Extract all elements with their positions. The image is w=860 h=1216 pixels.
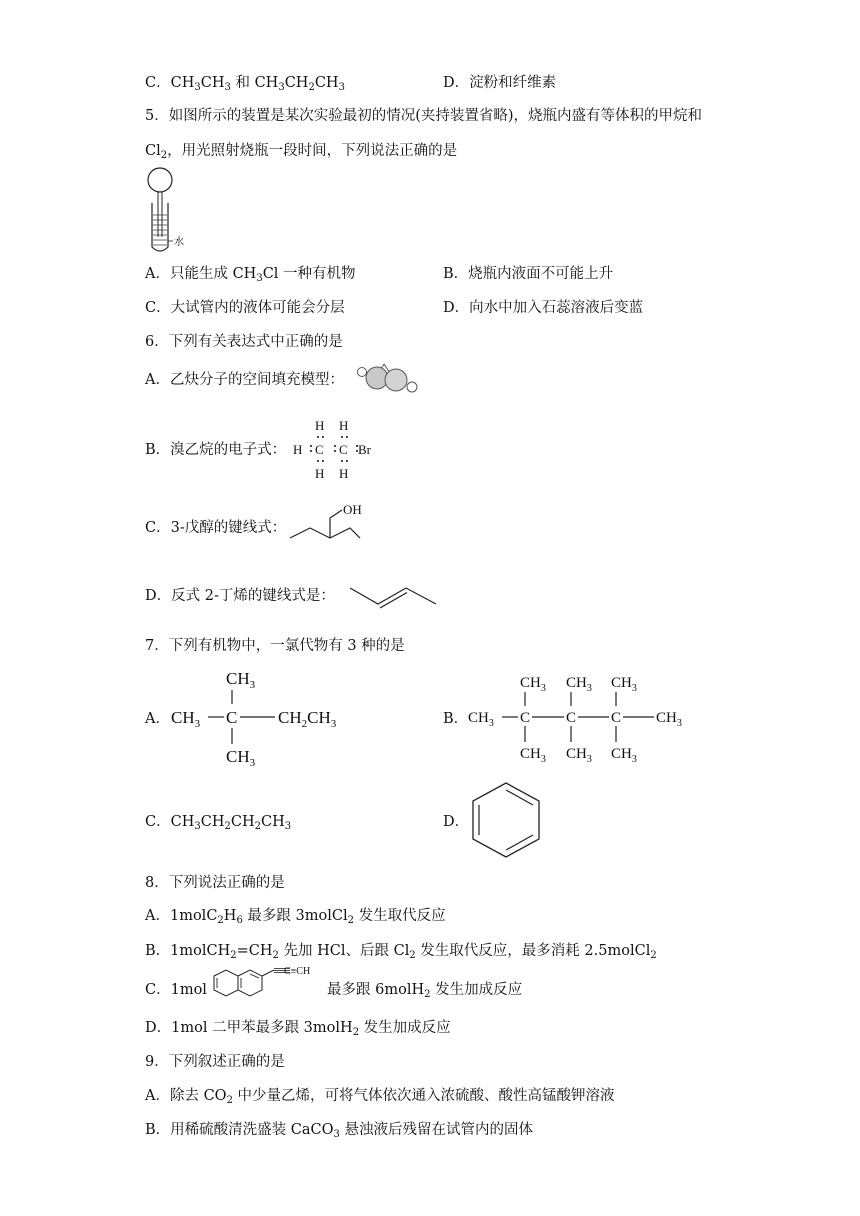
2-ethynylnaphthalene-structure xyxy=(200,966,328,1012)
formula-sub: 2 xyxy=(650,950,657,961)
option-label: D． xyxy=(443,75,470,91)
formula-sub: 2 xyxy=(224,821,231,832)
formula-part: CH xyxy=(200,75,225,91)
option-text: 发生加成反应 xyxy=(359,1020,451,1036)
acetylene-space-filling-model xyxy=(352,358,422,400)
option-text: 发生取代反应 xyxy=(354,908,446,924)
q8-option-b xyxy=(145,941,657,961)
ch3-group: $CH_3$ xyxy=(611,675,637,694)
option-text: H xyxy=(223,908,237,924)
option-label: C． xyxy=(145,75,171,91)
formula-sub: 3 xyxy=(224,82,231,93)
ch3-group: $CH_3$ xyxy=(566,746,592,765)
q5-stem-line2 xyxy=(145,141,457,161)
formula-part: CH xyxy=(170,814,195,830)
q5-option-a xyxy=(145,264,356,284)
q9-option-b xyxy=(145,1120,533,1140)
formula-sub: 2 xyxy=(308,82,315,93)
option-text: 淀粉和纤维素 xyxy=(469,75,557,91)
q8-option-d xyxy=(145,1018,451,1038)
ethynyl-label: C≡CH xyxy=(284,966,311,977)
formula-sub: 2 xyxy=(272,950,279,961)
ch2ch3-group: $CH_2CH_3$ xyxy=(278,708,337,730)
trans-2-butene-skeletal-formula xyxy=(348,582,440,612)
ch3-group: $CH_3$ xyxy=(566,675,592,694)
q9-stem: 9．下列叙述正确的是 xyxy=(145,1054,285,1070)
bromoethane-electron-dot-formula xyxy=(290,416,380,482)
formula-sub: 2 xyxy=(347,915,354,926)
q4-option-c xyxy=(145,73,345,93)
formula-sub: 3 xyxy=(256,273,263,284)
option-text: B．用稀硫酸清洗盛装 CaCO xyxy=(145,1122,334,1138)
benzene-ring-structure xyxy=(468,780,544,860)
formula-sub: 2 xyxy=(409,950,416,961)
formula-part: CH xyxy=(200,814,225,830)
atom-br: Br xyxy=(358,442,371,457)
q8-option-c-suffix xyxy=(327,980,522,1000)
q5-stem-line1: 5．如图所示的装置是某次实验最初的情况(夹持装置省略)，烧瓶内盛有等体积的甲烷和 xyxy=(145,108,703,124)
formula-part: CH xyxy=(254,75,279,91)
formula-sub: 2 xyxy=(424,989,431,1000)
2,2-dimethylbutane-structure xyxy=(168,666,358,770)
central-carbon: C xyxy=(226,708,238,727)
formula-sub: 3 xyxy=(194,821,201,832)
formula-sub: 2 xyxy=(352,1027,360,1038)
option-text: A．1molC xyxy=(145,908,218,924)
atom-h: H xyxy=(315,418,325,433)
formula-sub: 6 xyxy=(236,915,243,926)
formula-part: CH xyxy=(170,75,195,91)
atom-h: H xyxy=(339,418,349,433)
q8-option-a xyxy=(145,906,446,926)
q7-option-d-label: D． xyxy=(443,814,470,830)
option-text: 先加 HCl、后跟 Cl xyxy=(278,943,410,959)
hexamethylbutane-structure xyxy=(466,670,692,766)
option-text: 最多跟 6molH xyxy=(327,982,425,998)
q7-option-c xyxy=(145,812,291,832)
q6-option-a: A．乙炔分子的空间填充模型： xyxy=(145,372,344,388)
option-text: 悬浊液后残留在试管内的固体 xyxy=(339,1122,533,1138)
stem-text: ，用光照射烧瓶一段时间，下列说法正确的是 xyxy=(167,143,458,159)
formula-part: CH xyxy=(284,75,309,91)
formula-sub: 2 xyxy=(230,950,237,961)
ch3-group: $CH_3$ xyxy=(226,669,256,691)
ch3-group: $CH_3$ xyxy=(611,746,637,765)
option-text: A．只能生成 CH xyxy=(145,266,257,282)
q5-option-d: D．向水中加入石蕊溶液后变蓝 xyxy=(443,300,644,316)
option-text: 发生取代反应，最多消耗 2.5molCl xyxy=(415,943,651,959)
ch3-group: $CH_3$ xyxy=(226,747,256,769)
formula-part: CH xyxy=(260,814,285,830)
formula-part: Cl xyxy=(145,143,161,159)
option-label: C． xyxy=(145,814,171,830)
oh-group: OH xyxy=(343,502,362,517)
ch3-group: $CH_3$ xyxy=(520,746,546,765)
option-text: B．1molCH xyxy=(145,943,231,959)
option-text: =CH xyxy=(236,943,273,959)
carbon: C xyxy=(566,710,577,726)
formula-sub: 3 xyxy=(278,82,285,93)
q6-option-c: C．3-戊醇的键线式： xyxy=(145,520,287,536)
formula-part: CH xyxy=(230,814,255,830)
q4-option-d xyxy=(443,73,556,93)
formula-sub: 2 xyxy=(160,150,168,161)
atom-h: H xyxy=(315,466,325,481)
formula-part: 和 xyxy=(230,75,255,91)
option-text: 最多跟 3molCl xyxy=(242,908,348,924)
formula-sub: 2 xyxy=(217,915,224,926)
carbon: C xyxy=(520,710,531,726)
q8-option-c-prefix: C．1mol xyxy=(145,982,207,998)
atom-c: C xyxy=(339,442,348,457)
formula-sub: 2 xyxy=(254,821,261,832)
q6-option-b: B．溴乙烷的电子式： xyxy=(145,442,287,458)
option-text: D．1mol 二甲苯最多跟 3molH xyxy=(145,1020,353,1036)
ch3-group: $CH_3$ xyxy=(171,708,201,730)
formula-sub: 3 xyxy=(333,1129,340,1140)
q5-option-b: B．烧瓶内液面不可能上升 xyxy=(443,266,614,282)
option-text: 中少量乙烯，可将气体依次通入浓硫酸、酸性高锰酸钾溶液 xyxy=(232,1088,615,1104)
ch3-group: $CH_3$ xyxy=(656,710,682,729)
q6-stem: 6．下列有关表达式中正确的是 xyxy=(145,334,343,350)
formula-sub: 3 xyxy=(338,82,345,93)
3-pentanol-skeletal-formula xyxy=(288,500,378,552)
ch3-group: $CH_3$ xyxy=(468,710,494,729)
figure-water-label: 水 xyxy=(174,237,184,248)
formula-sub: 3 xyxy=(284,821,292,832)
q7-stem: 7．下列有机物中，一氯代物有 3 种的是 xyxy=(145,638,405,654)
q5-option-c: C．大试管内的液体可能会分层 xyxy=(145,300,345,316)
atom-h: H xyxy=(339,466,349,481)
atom-h: H xyxy=(293,442,303,457)
q7-option-b-label: B． xyxy=(443,711,469,727)
q9-option-a xyxy=(145,1086,615,1106)
option-text: Cl 一种有机物 xyxy=(262,266,356,282)
option-text: A．除去 CO xyxy=(145,1088,227,1104)
carbon: C xyxy=(611,710,622,726)
flask-apparatus-figure xyxy=(140,165,200,257)
formula-part: CH xyxy=(314,75,339,91)
q6-option-d: D．反式 2-丁烯的键线式是： xyxy=(145,588,335,604)
option-text: 发生加成反应 xyxy=(430,982,523,998)
formula-sub: 2 xyxy=(226,1095,233,1106)
formula-sub: 3 xyxy=(194,82,201,93)
ch3-group: $CH_3$ xyxy=(520,675,546,694)
atom-c: C xyxy=(315,442,324,457)
q7-option-a-label: A． xyxy=(145,711,170,727)
q8-stem: 8．下列说法正确的是 xyxy=(145,875,285,891)
